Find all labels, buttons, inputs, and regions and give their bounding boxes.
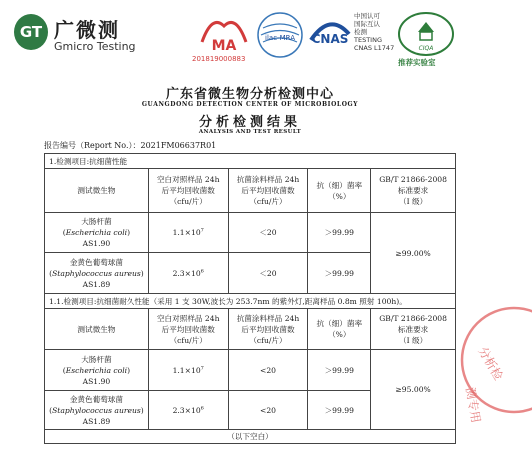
strain-name-cn: 金黄色葡萄球菌	[69, 394, 123, 404]
col-header-strain: 测试微生物	[45, 169, 149, 213]
table-header-row	[45, 169, 456, 213]
svg-text:测专用: 测专用	[463, 386, 484, 424]
antibacterial-rate: ＞99.99	[308, 350, 371, 391]
strain-cell	[45, 350, 149, 391]
svg-text:分析检: 分析检	[475, 344, 506, 383]
report-number: 报告编号（Report No.）：2021FM06637R01	[44, 141, 217, 150]
col-header-control	[148, 169, 228, 213]
control-exponent: 6	[200, 267, 204, 274]
col-header-line: 后平均回收菌数	[161, 324, 215, 334]
col-header-line: 后平均回收菌数	[241, 186, 295, 195]
report-title-cn: 分析检测结果	[198, 115, 301, 130]
col-header-line: 空白对照样品 24h	[156, 175, 220, 184]
table-header-row	[45, 309, 456, 350]
ilac-label: ilac-MRA	[265, 34, 295, 42]
col-header-rate	[308, 169, 371, 213]
control-exponent: 7	[200, 364, 204, 371]
col-header-line: 空白对照样品 24h	[156, 313, 220, 323]
strain-number: AS1.90	[82, 239, 111, 248]
cma-logo-icon	[198, 12, 250, 56]
col-header-line: GB/T 21866-2008	[379, 175, 447, 184]
col-header-line: （cfu/片）	[249, 197, 287, 206]
cnas-line: TESTING	[354, 36, 382, 44]
section-heading: 1.1.检测项目:抗细菌耐久性能（采用 1 支 30W,波长为 253.7nm 的紫外灯,距离样品 0.8m 照射 100h)。	[45, 294, 456, 309]
strain-name-cn: 金黄色葡萄球菌	[69, 257, 123, 267]
col-header-line: 抗（细）菌率	[316, 180, 363, 190]
col-header-line: 抗菌涂料样品 24h	[236, 175, 300, 184]
recommended-lab-caption: 推荐实验室	[398, 58, 436, 67]
table-row	[45, 213, 456, 253]
control-exponent: 7	[200, 227, 204, 234]
strain-cell	[45, 391, 149, 430]
report-header	[0, 0, 500, 72]
cnas-line: 国际互认	[354, 20, 380, 28]
standard-requirement: ≥99.00%	[371, 213, 456, 294]
col-header-strain: 测试微生物	[45, 309, 149, 350]
col-header-line: （cfu/片）	[169, 335, 207, 345]
cma-label: MA	[211, 38, 237, 54]
col-header-line: （cfu/片）	[249, 335, 287, 345]
col-header-rate	[308, 309, 371, 350]
strain-name-cn: 大肠杆菌	[81, 217, 112, 226]
blank-note: （以下空白）	[45, 430, 456, 444]
strain-latin-italic: Escherichia coli	[65, 228, 128, 237]
col-header-line: 标准要求	[397, 186, 429, 195]
col-header-standard	[371, 309, 456, 350]
cnas-line: CNAS L1747	[354, 44, 395, 52]
center-title-cn: 广东省微生物分析检测中心	[165, 87, 334, 102]
col-header-line: 后平均回收菌数	[161, 186, 215, 195]
results-table	[44, 153, 456, 444]
sample-count: <20	[228, 350, 308, 391]
col-header-line: （%）	[328, 191, 351, 201]
cnas-logo-icon	[308, 14, 352, 50]
control-count	[148, 213, 228, 253]
company-name-cn: 广微测	[54, 18, 120, 42]
antibacterial-rate: ＞99.99	[308, 253, 371, 294]
ciqa-label: CIQA	[418, 45, 434, 52]
strain-number: AS1.89	[82, 279, 111, 289]
gmicro-logo-icon: GT	[14, 14, 48, 50]
strain-name-cn: 大肠杆菌	[81, 354, 112, 364]
table-row	[45, 350, 456, 391]
ilac-mra-logo-icon	[255, 10, 305, 60]
center-title-en: GUANGDONG DETECTION CENTER OF MICROBIOLOGY	[141, 101, 359, 108]
section-heading-row	[45, 154, 456, 169]
sample-count: ＜20	[228, 213, 308, 253]
col-header-line: （I 级）	[398, 197, 428, 206]
section-heading: 1.检测项目:抗细菌性能	[45, 154, 456, 169]
control-count	[148, 391, 228, 430]
cma-number: 201819000883	[192, 55, 246, 63]
blank-note-row	[45, 430, 456, 444]
col-header-line: 后平均回收菌数	[241, 324, 295, 334]
control-base: 2.3×10	[172, 268, 201, 278]
antibacterial-rate: ＞99.99	[308, 391, 371, 430]
cnas-label: CNAS	[311, 32, 349, 46]
antibacterial-rate: ＞99.99	[308, 213, 371, 253]
col-header-sample	[228, 309, 308, 350]
cnas-accreditation-text	[354, 12, 394, 52]
control-count	[148, 350, 228, 391]
col-header-line: 抗菌涂料样品 24h	[236, 313, 300, 323]
official-seal-stamp	[452, 300, 532, 424]
col-header-line: 抗（细）菌率	[316, 319, 363, 328]
strain-cell	[45, 213, 149, 253]
col-header-line: （cfu/片）	[169, 197, 207, 206]
strain-number: AS1.89	[82, 416, 111, 426]
control-base: 1.1×10	[172, 228, 201, 237]
strain-latin-italic: Escherichia coli	[65, 365, 128, 375]
control-base: 2.3×10	[172, 405, 201, 415]
company-name-en: Gmicro Testing	[54, 40, 136, 53]
strain-name-latin: (Escherichia coli)	[62, 365, 131, 375]
strain-name-latin: (Staphylococcus aureus)	[49, 268, 144, 278]
strain-name-latin: (Staphylococcus aureus)	[49, 405, 144, 415]
cnas-line: 检测	[354, 28, 367, 36]
col-header-control	[148, 309, 228, 350]
strain-cell	[45, 253, 149, 294]
col-header-line: 标准要求	[397, 324, 429, 334]
sample-count: ＜20	[228, 253, 308, 294]
strain-number: AS1.90	[82, 376, 111, 386]
strain-latin-italic: Staphylococcus aureus	[52, 268, 141, 278]
sample-count: <20	[228, 391, 308, 430]
control-exponent: 6	[200, 404, 204, 411]
col-header-sample	[228, 169, 308, 213]
control-count	[148, 253, 228, 294]
strain-name-latin: (Escherichia coli)	[62, 228, 131, 237]
col-header-line: （%）	[328, 330, 351, 339]
col-header-standard	[371, 169, 456, 213]
cnas-line: 中国认可	[354, 12, 380, 20]
col-header-line: （I 级）	[398, 335, 428, 345]
report-title-en: ANALYSIS AND TEST RESULT	[198, 129, 302, 135]
standard-requirement: ≥95.00%	[371, 350, 456, 430]
section-heading-row	[45, 294, 456, 309]
control-base: 1.1×10	[172, 365, 201, 375]
col-header-line: GB/T 21866-2008	[379, 313, 447, 323]
strain-latin-italic: Staphylococcus aureus	[52, 405, 141, 415]
ciqa-logo-icon	[396, 10, 456, 60]
